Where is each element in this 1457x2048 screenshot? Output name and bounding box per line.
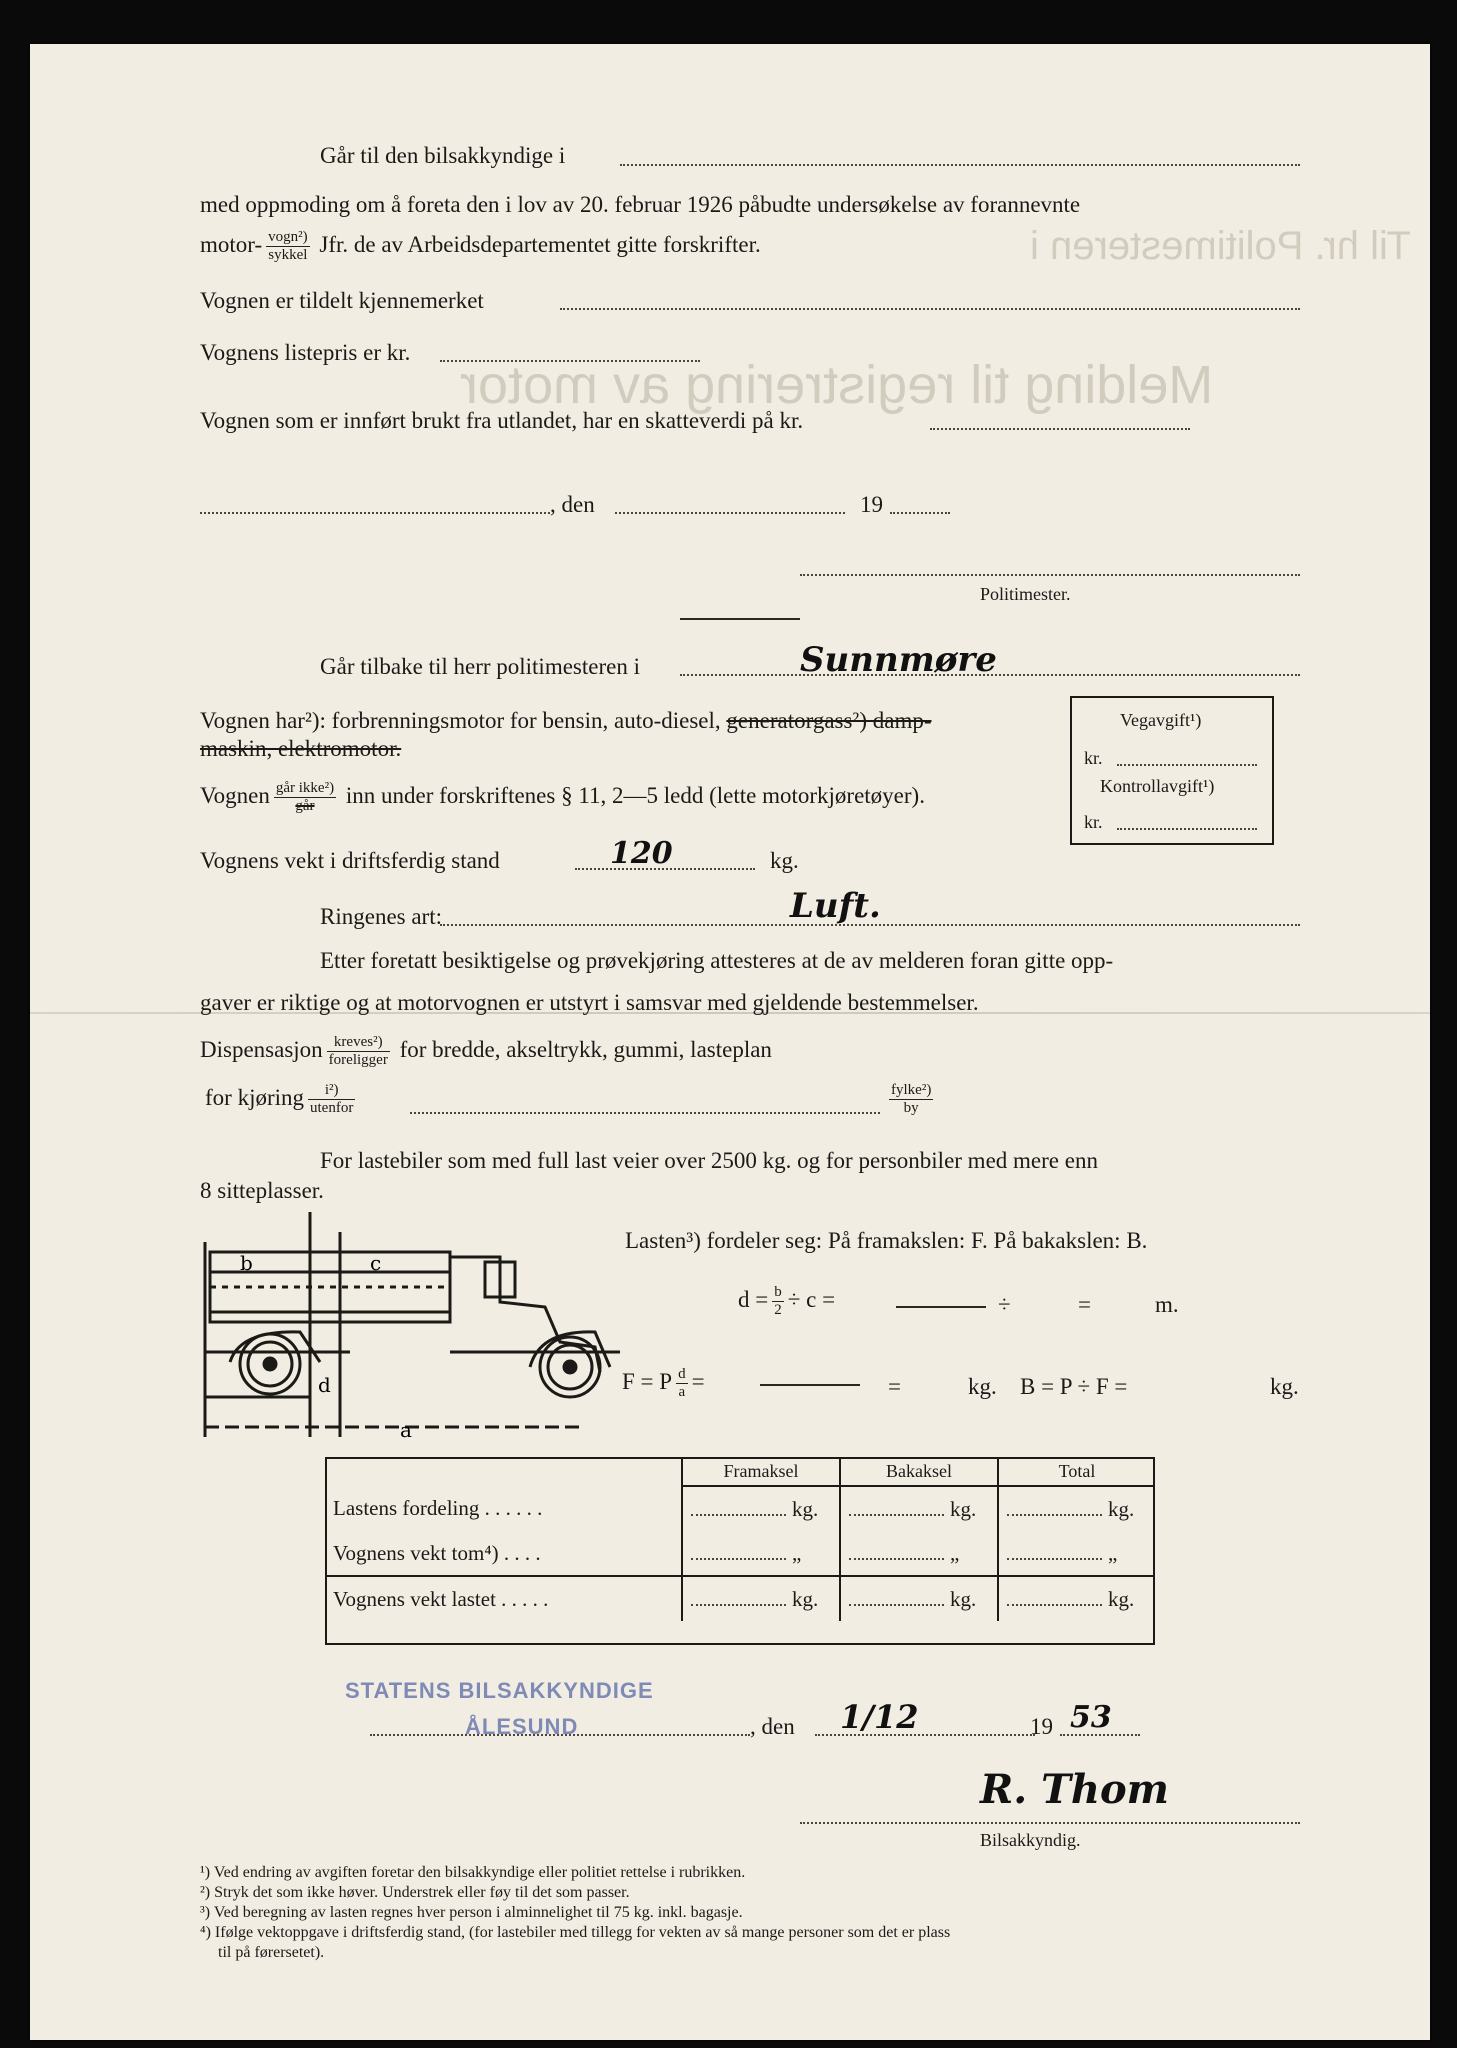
formula-f-unit: kg. — [968, 1374, 997, 1399]
lastebiler-line2: 8 sitteplasser. — [200, 1178, 324, 1203]
table-header-total: Total — [998, 1457, 1155, 1486]
line2-text: med oppmoding om å foreta den i lov av 20. februar 1926 påbudte undersøkelse av forannevnte — [200, 192, 1081, 217]
den-label: , den — [550, 492, 595, 517]
row-label: Lastens fordeling . . . . . . — [333, 1496, 543, 1520]
politimester-label: Politimester. — [980, 584, 1071, 604]
footnote-1: ¹) Ved endring av avgiften foretar den bilsakkyndige eller politiet rettelse i rubrikken. — [200, 1864, 746, 1881]
formula-d-unit: m. — [1155, 1292, 1179, 1317]
kjennemerke-label: Vognen er tildelt kjennemerket — [200, 288, 484, 313]
table-header-row — [325, 1457, 1155, 1486]
distribution-table — [325, 1457, 1155, 1621]
place-handwritten: Sunnmøre — [800, 640, 997, 680]
row-cell-framaksel: „ — [682, 1531, 840, 1576]
signature-year-prefix: 19 — [1030, 1714, 1053, 1739]
kjennemerke-field — [560, 308, 1300, 310]
vegavgift-label: Vegavgift¹) — [1120, 710, 1202, 730]
diagram-label-b: b — [240, 1251, 253, 1275]
signature-year-value: 53 — [1070, 1700, 1112, 1735]
formula-d-div: ÷ — [998, 1292, 1011, 1317]
footnote-4-cont: til på førersetet). — [218, 1944, 325, 1961]
row-cell-framaksel: kg. — [682, 1576, 840, 1621]
fee-box — [1070, 696, 1274, 845]
date-field — [615, 512, 845, 514]
dispensasjon-line: Dispensasjon $\frac{\text{kreves²)}}{\text{foreligger}}$ for bredde, akseltrykk, gummi, lasteplan — [200, 1034, 772, 1068]
row-label: Vognens vekt lastet . . . . . — [325, 1576, 682, 1621]
table-row — [325, 1576, 1155, 1621]
motor-line2: maskin, elektromotor. — [200, 736, 402, 761]
row-cell-bakaksel: kg. — [840, 1576, 998, 1621]
place-field — [200, 512, 550, 514]
formula-b-unit: kg. — [1270, 1374, 1299, 1399]
fylke-frac: $\frac{\text{fylke²)}}{by}$ — [891, 1082, 932, 1116]
bleed-through-heading: Melding til registrering av motor — [460, 355, 1214, 415]
footnote-3: ³) Ved beregning av lasten regnes hver person i alminnelighet til 75 kg. inkl. bagasje. — [200, 1904, 743, 1921]
truck-diagram — [200, 1212, 630, 1442]
vegavgift-kr: kr. — [1084, 748, 1103, 768]
table-header-empty — [325, 1457, 682, 1486]
skatteverdi-field — [930, 428, 1190, 430]
table-row — [325, 1486, 1155, 1531]
row-cell-total: „ — [998, 1531, 1155, 1576]
row-cell-bakaksel: „ — [840, 1531, 998, 1576]
kjoring-field — [410, 1112, 880, 1114]
bilsakkyndige-field — [620, 164, 1300, 166]
table-row — [325, 1531, 1155, 1576]
return-label: Går tilbake til herr politimesteren i — [320, 654, 640, 679]
stamp-line2: ÅLESUND — [465, 1714, 579, 1739]
listepris-field — [440, 360, 700, 362]
row-cell-total: kg. — [998, 1486, 1155, 1531]
fordeler-line: Lasten³) fordeler seg: På framakslen: F. På bakakslen: B. — [625, 1228, 1148, 1253]
table-header-bakaksel: Bakaksel — [840, 1457, 998, 1486]
vekt-unit: kg. — [770, 848, 799, 873]
diagram-label-a: a — [400, 1418, 412, 1442]
table-header-framaksel: Framaksel — [682, 1457, 840, 1486]
signature-date-value: 1/12 — [840, 1698, 919, 1736]
footnote-2: ²) Stryk det som ikke høver. Understrek eller føy til det som passer. — [200, 1884, 630, 1901]
bleed-through-text: Til hr. Politimesteren i — [1030, 224, 1411, 268]
vegavgift-field — [1117, 764, 1257, 766]
gar-line: Vognen $\frac{\text{går ikke²)}}{\text{går}}$ inn under forskriftenes § 11, 2—5 ledd (lette motorkjøretøyer). — [200, 780, 925, 814]
formula-f-eq2: = — [888, 1374, 901, 1399]
stamp-line1: STATENS BILSAKKYNDIGE — [345, 1678, 654, 1703]
listepris-label: Vognens listepris er kr. — [200, 340, 411, 365]
formula-d-blank1 — [896, 1306, 986, 1308]
skatteverdi-label: Vognen som er innført brukt fra utlandet, har en skatteverdi på kr. — [200, 408, 804, 433]
signer-signature-line — [800, 1822, 1300, 1824]
line3: motor- $\frac{\text{vogn²)}}{\text{sykkel}}$ Jfr. de av Arbeidsdepartementet gitte forskrifter. — [200, 229, 761, 263]
year-field — [890, 512, 950, 514]
ringenes-value: Luft. — [790, 886, 881, 926]
vekt-value: 120 — [610, 836, 673, 871]
document-page — [30, 44, 1430, 2040]
section-divider — [680, 618, 800, 620]
attest-line2: gaver er riktige og at motorvognen er utstyrt i samsvar med gjeldende bestemmelser. — [200, 990, 979, 1015]
formula-f: F = P $\frac{d}{a}$ = — [622, 1366, 705, 1400]
signer-title: Bilsakkyndig. — [980, 1830, 1081, 1850]
lastebiler-line1: For lastebiler som med full last veier over 2500 kg. og for personbiler med mere enn — [320, 1148, 1098, 1173]
politimester-signature-line — [800, 574, 1300, 576]
kjoring-line: for kjøring $\frac{\text{i²)}}{\text{utenfor}}$ — [205, 1082, 354, 1116]
formula-f-blank-line — [760, 1384, 860, 1386]
signer-handwritten: R. Thom — [980, 1766, 1169, 1813]
row-cell-framaksel: kg. — [682, 1486, 840, 1531]
footnote-4: ⁴) Ifølge vektoppgave i driftsferdig stand, (for lastebiler med tillegg for vekten av så mange personer som det er plass — [200, 1924, 951, 1941]
ringenes-label: Ringenes art: — [320, 904, 442, 929]
kontrollavgift-field — [1117, 828, 1257, 830]
place-signature-field — [370, 1734, 750, 1736]
attest-line1: Etter foretatt besiktigelse og prøvekjøring attesteres at de av melderen foran gitte opp- — [320, 948, 1114, 973]
row-cell-total: kg. — [998, 1576, 1155, 1621]
kontrollavgift-kr: kr. — [1084, 812, 1103, 832]
row-label: Vognens vekt tom⁴) . . . . — [333, 1540, 541, 1565]
year-label: 19 — [860, 492, 883, 517]
row-cell-bakaksel: kg. — [840, 1486, 998, 1531]
signature-den-label: , den — [750, 1714, 795, 1739]
formula-b: B = P ÷ F = — [1020, 1374, 1128, 1399]
kontrollavgift-label: Kontrollavgift¹) — [1100, 776, 1215, 796]
motor-line: Vognen har²): forbrenningsmotor for bensin, auto-diesel, generatorgass²) damp- — [200, 708, 932, 733]
diagram-label-d: d — [318, 1373, 331, 1397]
formula-d-eq: = — [1078, 1292, 1091, 1317]
vekt-label: Vognens vekt i driftsferdig stand — [200, 848, 500, 873]
line1-label: Går til den bilsakkyndige i — [320, 143, 566, 168]
formula-d: d = $\frac{b}{2}$ ÷ c = — [738, 1284, 836, 1318]
diagram-label-c: c — [370, 1251, 382, 1275]
